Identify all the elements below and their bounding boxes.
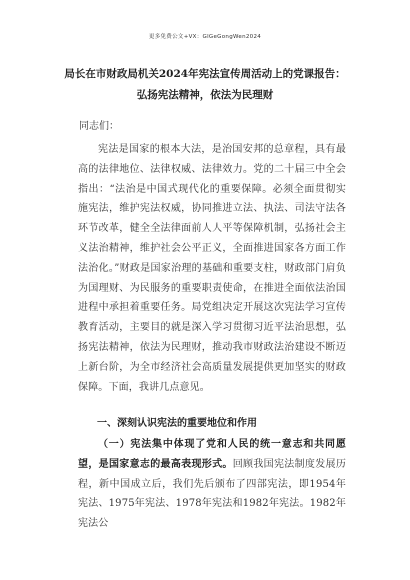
document-title <box>40 64 370 106</box>
title-line-2: 弘扬宪法精神，依法为民理财 <box>136 89 274 101</box>
subsection-paragraph <box>78 435 346 534</box>
subsection-text: 回顾我国宪法制度发展历程，新中国成立后，我们先后颁布了四部宪法，即1954年宪法、1975年宪法、1978年宪法和1982年宪法。1982年宪法公 <box>78 458 347 530</box>
subsection-heading: （一）宪法集中体现了党和人民的统一意志和共同愿望，是国家意志的最高表现形式。 <box>78 439 346 470</box>
salutation: 同志们： <box>79 121 119 132</box>
body-paragraph: 宪法是国家的根本大法，是治国安邦的总章程，具有最高的法律地位、法律权威、法律效力。党的二十届三中全会指出：“法治是中国式现代化的重要保障。必须全面贯彻实施宪法，维护宪法权威，协同推进立法、执法、司法守法各环节改革，健全全法律面前人人平等保障机制，弘扬社会主义法治精神，维护社会公平正义，全面推进国家各方面工作法治化。”财政是国家治理的基础和重要支柱，财政部门肩负为国理财、为民服务的重要职责使命，在推进全面依法治国进程中承担着重要任务。局党组决定开展这次宪法学习宣传教育活动，主要目的就是深入学习贯彻习近平法治思想，弘扬宪法精神，依法为民理财，推动我市财政法治建设不断迈上新台阶，为全市经济社会高质量发展提供更加坚实的财政保障。下面，我讲几点意见。 <box>78 144 346 393</box>
section-heading: 一、深刻认识宪法的重要地位和作用 <box>97 418 257 429</box>
body-text <box>78 140 346 397</box>
title-line-1: 局长在市财政局机关2024年宪法宣传周活动上的党课报告： <box>64 68 346 80</box>
header-note: 更多免费公文+VX：GlGeGongWen2024 <box>148 34 262 40</box>
